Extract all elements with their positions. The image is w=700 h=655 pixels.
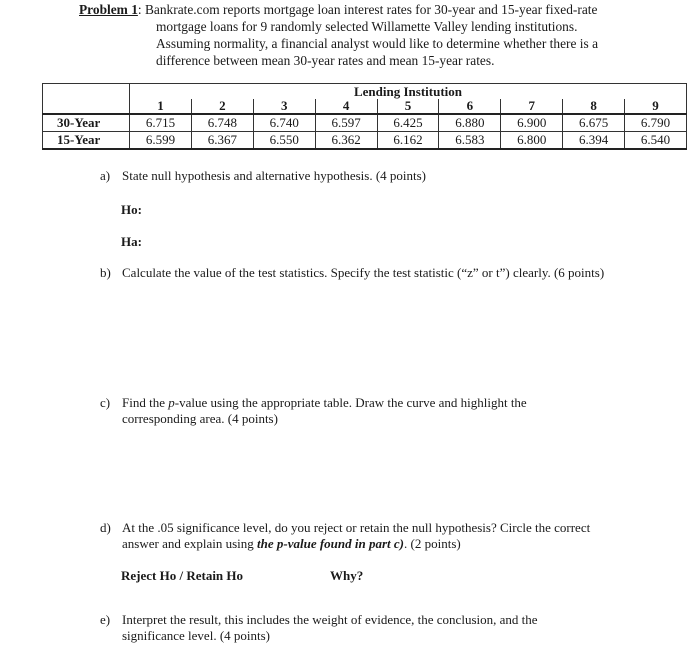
column-header: 8 <box>563 99 625 114</box>
question-text-line-2: corresponding area. (4 points) <box>122 411 278 426</box>
row-label: 15-Year <box>43 132 130 150</box>
problem-statement <box>79 1 679 69</box>
column-header: 4 <box>315 99 377 114</box>
table-cell: 6.748 <box>191 114 253 132</box>
emphasis-text: the p-value found in part c) <box>257 536 405 551</box>
table-row <box>43 114 687 132</box>
why-label: Why? <box>330 568 364 583</box>
problem-line-2: mortgage loans for 9 randomly selected Willamette Valley lending institutions. <box>156 19 578 34</box>
table-cell: 6.880 <box>439 114 501 132</box>
table-cell: 6.790 <box>625 114 687 132</box>
question-text <box>122 520 590 552</box>
table-cell: 6.583 <box>439 132 501 150</box>
question-text <box>122 395 527 427</box>
question-text-line-2: significance level. (4 points) <box>122 628 271 643</box>
problem-line-4: difference between mean 30-year rates and mean 15-year rates. <box>156 53 495 68</box>
question-a <box>100 168 426 184</box>
question-text <box>122 612 538 644</box>
table-cell: 6.540 <box>625 132 687 150</box>
column-header: 9 <box>625 99 687 114</box>
column-header: 7 <box>501 99 563 114</box>
question-c <box>100 395 600 427</box>
table-cell: 6.597 <box>315 114 377 132</box>
question-letter: d) <box>100 520 111 535</box>
row-label: 30-Year <box>43 114 130 132</box>
table-cell: 6.715 <box>130 114 192 132</box>
lending-institution-header: Lending Institution <box>130 84 687 100</box>
rates-table <box>42 83 687 150</box>
table-cell: 6.425 <box>377 114 439 132</box>
column-header: 1 <box>130 99 192 114</box>
question-text: Calculate the value of the test statistics. Specify the test statistic (“z” or t”) clearly. (6 points) <box>122 265 605 280</box>
table-cell: 6.740 <box>253 114 315 132</box>
p-italic: p <box>168 395 175 410</box>
question-text-part: . (2 points) <box>404 536 461 551</box>
problem-label: Problem 1 <box>79 2 138 17</box>
table-cell: 6.394 <box>563 132 625 150</box>
table-cell: 6.162 <box>377 132 439 150</box>
alternative-hypothesis-label: Ha: <box>121 234 142 249</box>
table-column-header-row <box>43 99 687 114</box>
question-letter: e) <box>100 612 111 627</box>
column-header: 2 <box>191 99 253 114</box>
question-text-line-1: Interpret the result, this includes the weight of evidence, the conclusion, and the <box>122 612 538 627</box>
question-text: State null hypothesis and alternative hypothesis. (4 points) <box>122 168 427 183</box>
question-d <box>100 520 660 552</box>
table-cell: 6.550 <box>253 132 315 150</box>
null-hypothesis-label: Ho: <box>121 202 142 217</box>
column-header: 3 <box>253 99 315 114</box>
table-row <box>43 132 687 150</box>
table-cell: 6.367 <box>191 132 253 150</box>
table-cell: 6.675 <box>563 114 625 132</box>
question-text-line-1: At the .05 significance level, do you reject or retain the null hypothesis? Circle the correct <box>122 520 591 535</box>
table-corner-cell <box>43 84 130 100</box>
problem-colon: : <box>137 2 145 17</box>
column-header: 5 <box>377 99 439 114</box>
question-text-part: -value using the appropriate table. Draw the curve and highlight the <box>174 395 527 410</box>
question-text-part: Find the <box>122 395 169 410</box>
table-corner-cell-2 <box>43 99 130 114</box>
column-header: 6 <box>439 99 501 114</box>
question-letter: b) <box>100 265 111 280</box>
table-cell: 6.900 <box>501 114 563 132</box>
table-cell: 6.362 <box>315 132 377 150</box>
table-cell: 6.800 <box>501 132 563 150</box>
reject-retain-choice: Reject Ho / Retain Ho <box>121 568 244 583</box>
problem-first-line <box>79 1 679 18</box>
question-e <box>100 612 600 644</box>
problem-line-1: Bankrate.com reports mortgage loan interest rates for 30-year and 15-year fixed-rate <box>144 2 598 17</box>
table-group-header-row <box>43 84 687 100</box>
question-text-part: answer and explain using <box>122 536 258 551</box>
question-letter: c) <box>100 395 111 410</box>
question-letter: a) <box>100 168 111 183</box>
problem-line-3: Assuming normality, a financial analyst would like to determine whether there is a <box>156 36 599 51</box>
table-cell: 6.599 <box>130 132 192 150</box>
question-b <box>100 265 690 281</box>
